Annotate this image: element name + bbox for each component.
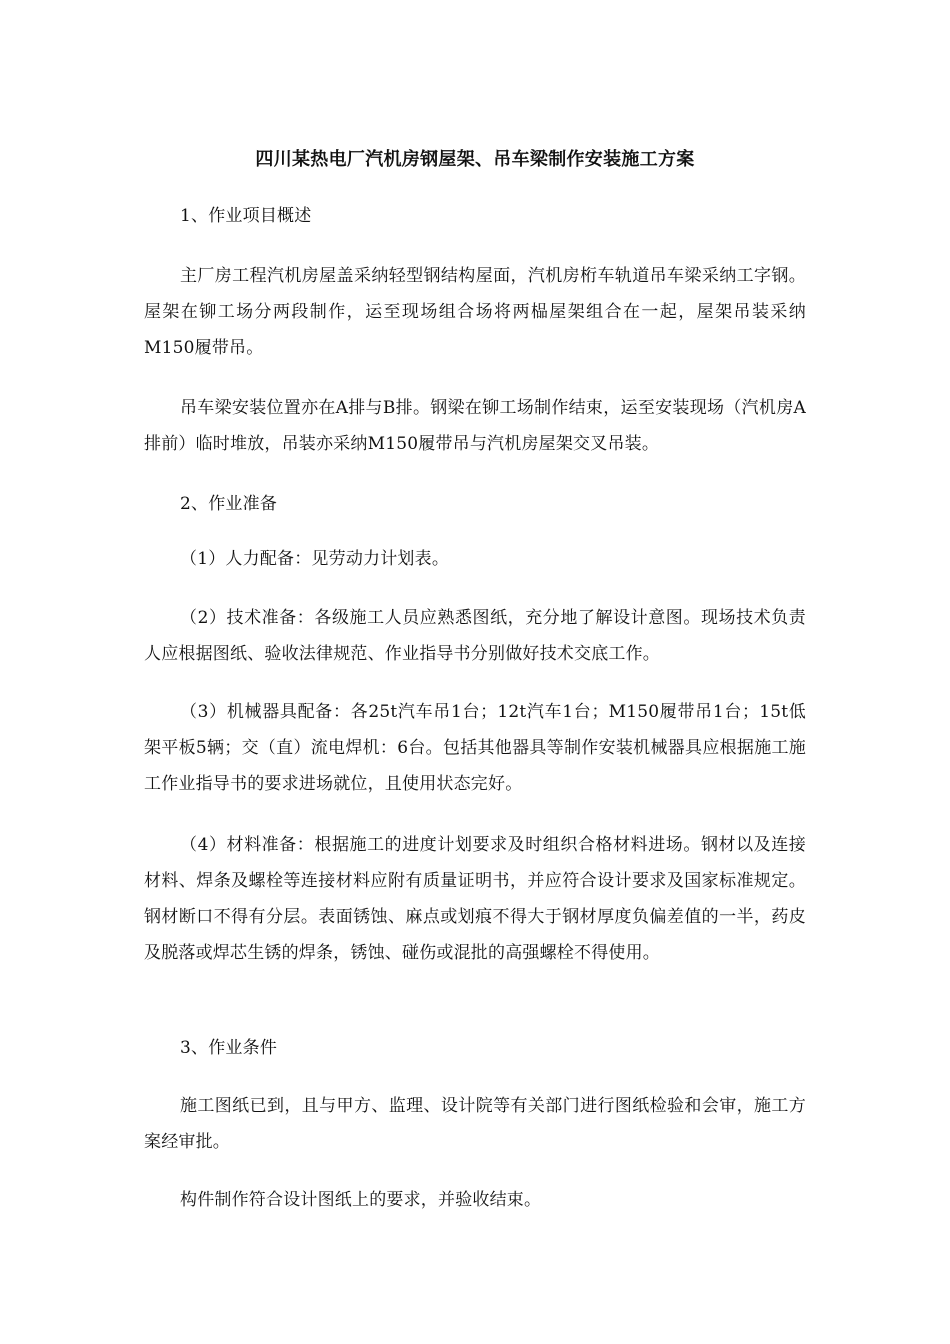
paragraph-overview-2: 吊车梁安装位置亦在A排与B排。钢梁在铆工场制作结束，运至安装现场（汽机房A排前）临时堆放，吊装亦采纳M150履带吊与汽机房屋架交叉吊装。 — [144, 398, 806, 454]
paragraph-conditions-1: 施工图纸已到，且与甲方、监理、设计院等有关部门进行图纸检验和会审，施工方案经审批。 — [144, 1096, 806, 1152]
paragraph-manpower: （1）人力配备：见劳动力计划表。 — [180, 549, 450, 569]
document-title: 四川某热电厂汽机房钢屋架、吊车梁制作安装施工方案 — [255, 149, 695, 170]
paragraph-conditions-2: 构件制作符合设计图纸上的要求，并验收结束。 — [180, 1190, 542, 1210]
section-heading-3: 3、作业条件 — [180, 1038, 278, 1058]
section-heading-1: 1、作业项目概述 — [180, 206, 312, 226]
section-heading-2: 2、作业准备 — [180, 494, 278, 514]
paragraph-machinery: （3）机械器具配备：各25t汽车吊1台；12t汽车1台；M150履带吊1台；15t低架平板5辆；交（直）流电焊机：6台。包括其他器具等制作安装机械器具应根据施工施工作业指导书的要求进场就位，且使用状态完好。 — [144, 702, 806, 794]
paragraph-materials: （4）材料准备：根据施工的进度计划要求及时组织合格材料进场。钢材以及连接材料、焊条及螺栓等连接材料应附有质量证明书，并应符合设计要求及国家标准规定。钢材断口不得有分层。表面锈蚀、麻点或划痕不得大于钢材厚度负偏差值的一半，药皮及脱落或焊芯生锈的焊条，锈蚀、碰伤或混批的高强螺栓不得使用。 — [144, 835, 806, 963]
paragraph-technical: （2）技术准备：各级施工人员应熟悉图纸，充分地了解设计意图。现场技术负责人应根据图纸、验收法律规范、作业指导书分别做好技术交底工作。 — [144, 608, 806, 664]
paragraph-overview-1: 主厂房工程汽机房屋盖采纳轻型钢结构屋面，汽机房桁车轨道吊车梁采纳工字钢。屋架在铆工场分两段制作，运至现场组合场将两榀屋架组合在一起，屋架吊装采纳M150履带吊。 — [144, 266, 806, 358]
